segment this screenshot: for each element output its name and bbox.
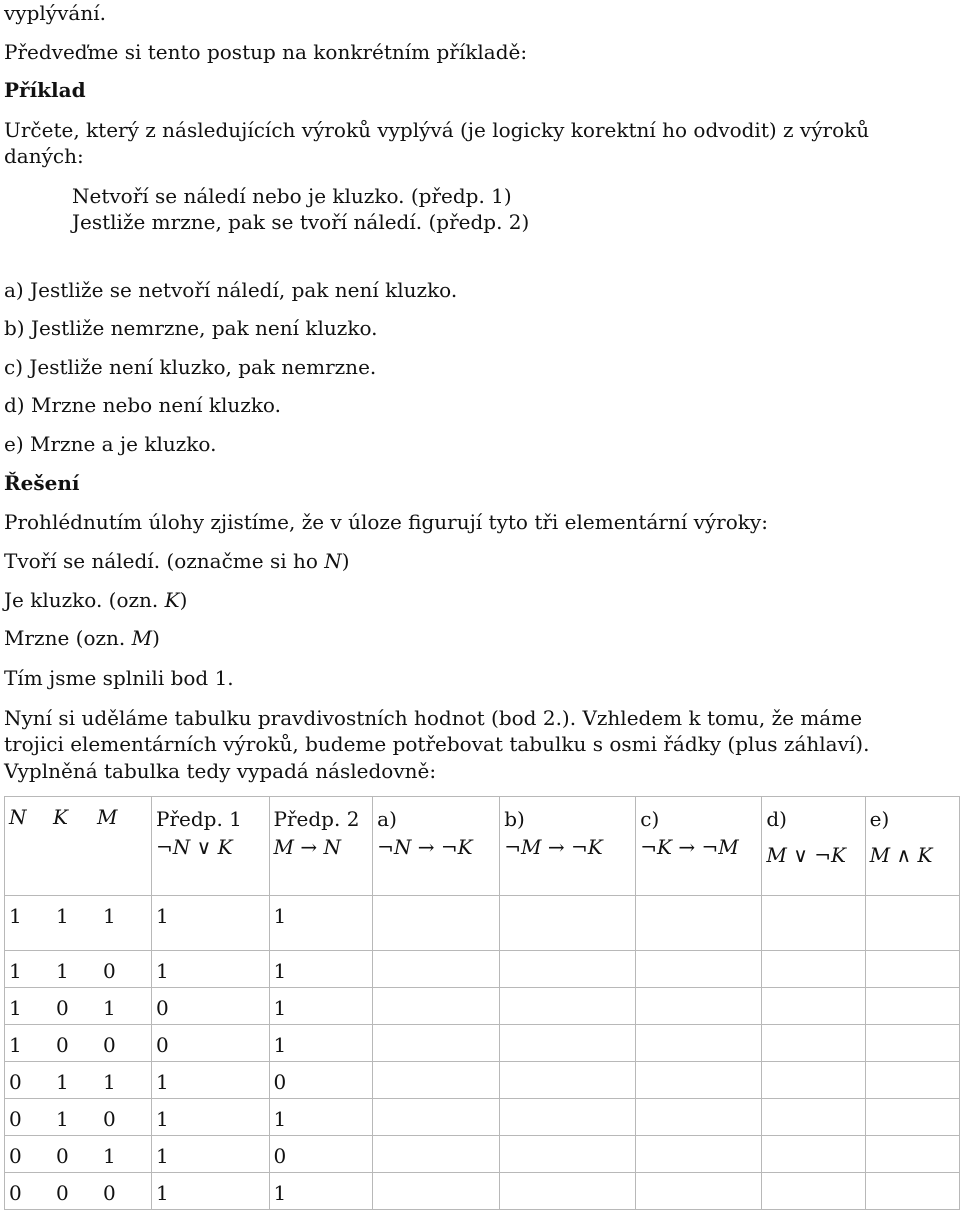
cell-empty [762,896,865,951]
row-variables [5,1173,152,1210]
cell-premise-2: 0 [269,1062,373,1099]
cell-premise-1: 0 [152,1025,270,1062]
row-variables [5,896,152,951]
cell-n: 0 [9,1181,22,1205]
table-row [5,1136,960,1173]
cell-k: 0 [56,1181,69,1205]
task-line-1: Určete, který z následujících výroků vyplývá (je logicky korektní ho odvodit) z výroků [4,118,870,142]
cell-empty [373,1025,500,1062]
header-option-e: e) M ∧ K [865,797,959,896]
cell-premise-2: 1 [269,1099,373,1136]
cell-empty [373,1099,500,1136]
cell-m: 0 [103,1033,116,1057]
header-var-m: M [97,805,118,829]
row-variables [5,1025,152,1062]
cell-empty [762,1173,865,1210]
cell-empty [636,1136,762,1173]
var-n: N [324,549,342,573]
cell-premise-1: 1 [152,896,270,951]
cell-empty [636,1099,762,1136]
table-row [5,951,960,988]
cell-empty [373,896,500,951]
cell-premise-2: 1 [269,988,373,1025]
cell-empty [762,1025,865,1062]
cell-empty [636,1062,762,1099]
header-option-a: a) ¬N → ¬K [373,797,500,896]
cell-n: 1 [9,996,22,1020]
cell-empty [762,988,865,1025]
cell-m: 0 [103,959,116,983]
cell-premise-2: 1 [269,951,373,988]
row-variables [5,1136,152,1173]
row-variables [5,988,152,1025]
cell-k: 0 [56,996,69,1020]
cell-m: 1 [103,1070,116,1094]
cell-n: 0 [9,1070,22,1094]
cell-premise-2: 0 [269,1136,373,1173]
option-c: c) Jestliže není kluzko, pak nemrzne. [4,355,377,379]
cell-k: 1 [56,959,69,983]
header-variables [5,797,152,896]
header-option-c: c) ¬K → ¬M [636,797,762,896]
option-a: a) Jestliže se netvoří náledí, pak není kluzko. [4,278,458,302]
cell-empty [865,988,959,1025]
cell-empty [636,1173,762,1210]
option-e: e) Mrzne a je kluzko. [4,432,217,456]
header-option-b: b) ¬M → ¬K [500,797,636,896]
table-row [5,988,960,1025]
cell-empty [636,1025,762,1062]
cell-empty [865,896,959,951]
intro-line-1: vyplývání. [4,1,106,25]
cell-empty [500,1136,636,1173]
cell-empty [636,988,762,1025]
cell-premise-1: 1 [152,1062,270,1099]
cell-k: 1 [56,1070,69,1094]
table-row [5,1062,960,1099]
cell-premise-2: 1 [269,1025,373,1062]
cell-n: 0 [9,1107,22,1131]
cell-empty [636,896,762,951]
solution-paragraph-3-line-3: Vyplněná tabulka tedy vypadá následovně: [4,759,437,783]
cell-empty [865,1173,959,1210]
cell-premise-2: 1 [269,1173,373,1210]
solution-heading: Řešení [4,471,80,495]
example-heading: Příklad [4,78,86,102]
elementary-statement-m: Mrzne (ozn. M) [4,626,160,650]
cell-premise-1: 1 [152,1173,270,1210]
cell-premise-1: 0 [152,988,270,1025]
cell-empty [636,951,762,988]
cell-empty [762,951,865,988]
cell-empty [373,988,500,1025]
truth-table [4,796,960,1210]
table-row [5,896,960,951]
cell-empty [500,896,636,951]
row-variables [5,1062,152,1099]
solution-paragraph-2: Tím jsme splnili bod 1. [4,666,234,690]
cell-empty [762,1136,865,1173]
solution-paragraph-3-line-1: Nyní si uděláme tabulku pravdivostních hodnot (bod 2.). Vzhledem k tomu, že máme [4,706,863,730]
premise-1: Netvoří se náledí nebo je kluzko. (předp. 1) [72,184,512,208]
header-var-n: N [9,805,27,829]
cell-empty [500,951,636,988]
cell-n: 0 [9,1144,22,1168]
table-row [5,1099,960,1136]
header-premise-2: Předp. 2 M → N [269,797,373,896]
cell-k: 0 [56,1033,69,1057]
cell-empty [373,1062,500,1099]
cell-empty [500,1062,636,1099]
cell-premise-1: 1 [152,1136,270,1173]
truth-table-header [5,797,960,896]
cell-n: 1 [9,904,22,928]
cell-empty [865,1136,959,1173]
table-row [5,1025,960,1062]
cell-empty [865,1062,959,1099]
cell-m: 1 [103,996,116,1020]
cell-empty [373,1136,500,1173]
cell-empty [373,951,500,988]
premise-2: Jestliže mrzne, pak se tvoří náledí. (předp. 2) [72,210,530,234]
cell-premise-1: 1 [152,951,270,988]
table-row [5,1173,960,1210]
solution-paragraph-3-line-2: trojici elementárních výroků, budeme potřebovat tabulku s osmi řádky (plus záhlaví). [4,732,870,756]
var-k: K [164,588,180,612]
cell-n: 1 [9,1033,22,1057]
option-b: b) Jestliže nemrzne, pak není kluzko. [4,316,378,340]
header-option-d: d) M ∨ ¬K [762,797,865,896]
intro-line-2: Předveďme si tento postup na konkrétním příkladě: [4,40,528,64]
cell-m: 0 [103,1107,116,1131]
row-variables [5,951,152,988]
cell-empty [865,1025,959,1062]
var-m: M [131,626,153,650]
cell-empty [762,1099,865,1136]
cell-empty [865,951,959,988]
cell-empty [762,1062,865,1099]
cell-m: 1 [103,904,116,928]
cell-empty [500,1173,636,1210]
cell-m: 1 [103,1144,116,1168]
cell-k: 0 [56,1144,69,1168]
cell-empty [373,1173,500,1210]
solution-paragraph-1: Prohlédnutím úlohy zjistíme, že v úloze figurují tyto tři elementární výroky: [4,510,768,534]
row-variables [5,1099,152,1136]
task-line-2: daných: [4,144,84,168]
cell-m: 0 [103,1181,116,1205]
cell-empty [500,1099,636,1136]
cell-premise-2: 1 [269,896,373,951]
cell-empty [500,988,636,1025]
cell-empty [865,1099,959,1136]
option-d: d) Mrzne nebo není kluzko. [4,393,281,417]
cell-n: 1 [9,959,22,983]
cell-k: 1 [56,1107,69,1131]
cell-k: 1 [56,904,69,928]
header-premise-1: Předp. 1 ¬N ∨ K [152,797,270,896]
header-var-k: K [53,805,68,829]
elementary-statement-n: Tvoří se náledí. (označme si ho N) [4,549,350,573]
cell-premise-1: 1 [152,1099,270,1136]
elementary-statement-k: Je kluzko. (ozn. K) [4,588,188,612]
cell-empty [500,1025,636,1062]
